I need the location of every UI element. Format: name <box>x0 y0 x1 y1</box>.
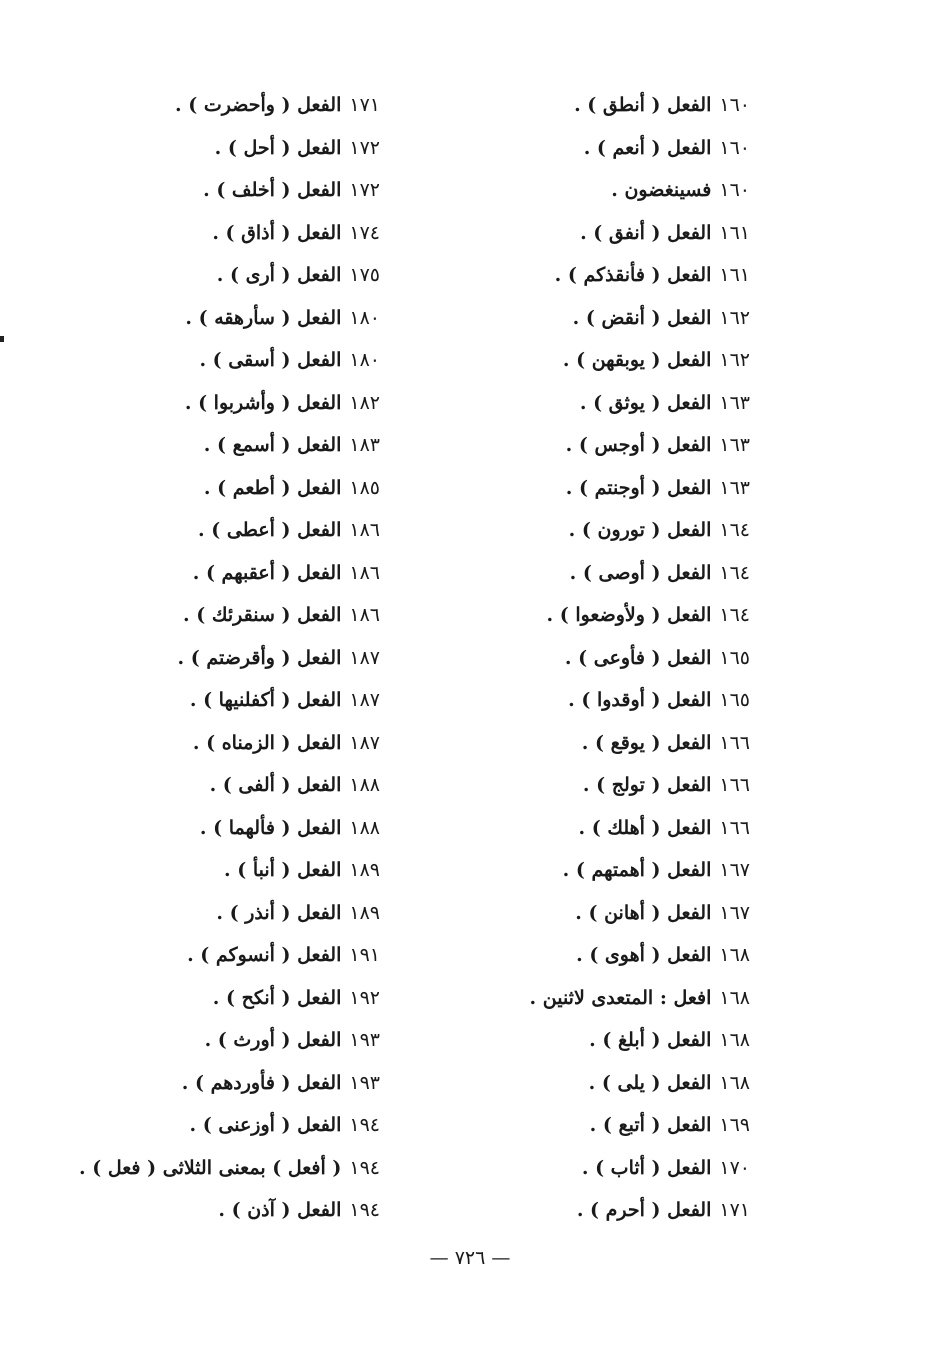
entry-text: الفعل ( سنقرئك ) . <box>183 604 342 626</box>
index-entry <box>490 297 750 340</box>
index-entry <box>40 849 380 892</box>
entry-text: الفعل ( فأنقذكم ) . <box>554 264 712 286</box>
index-entry <box>490 1062 750 1105</box>
entry-page-number: ١٦٨ <box>719 1029 750 1051</box>
entry-text: الفعل ( أحل ) . <box>214 136 342 159</box>
index-entry <box>490 849 750 892</box>
entry-page-number: ١٨٨ <box>349 774 380 796</box>
entry-text: الفعل ( أهمتهم ) . <box>562 859 712 881</box>
entry-page-number: ١٨٣ <box>349 434 380 456</box>
entry-page-number: ١٧٤ <box>349 221 380 244</box>
entry-page-number: ١٦٠ <box>719 179 750 201</box>
entry-text: الفعل ( يوبقهن ) . <box>562 349 712 371</box>
index-entry <box>40 1104 380 1147</box>
entry-page-number: ١٦١ <box>719 264 750 286</box>
index-entry <box>490 254 750 297</box>
index-entry <box>40 212 380 255</box>
index-entry <box>490 127 750 170</box>
entry-page-number: ١٨٢ <box>349 391 380 414</box>
entry-text: الفعل ( أنعم ) . <box>583 136 712 159</box>
entry-page-number: ١٦٨ <box>719 1071 750 1094</box>
entry-page-number: ١٦٨ <box>719 986 750 1009</box>
entry-page-number: ١٨٠ <box>349 349 380 371</box>
entry-page-number: ١٩٤ <box>349 1199 380 1221</box>
entry-page-number: ١٧١ <box>719 1199 750 1221</box>
entry-page-number: ١٦٦ <box>719 731 750 754</box>
index-entry <box>490 679 750 722</box>
entry-page-number: ١٦٤ <box>719 561 750 584</box>
entry-text: الفعل ( أبلغ ) . <box>589 1029 712 1051</box>
index-entry <box>490 509 750 552</box>
entry-page-number: ١٧٢ <box>349 179 380 201</box>
index-entry <box>40 127 380 170</box>
entry-text: الفعل ( وأحضرت ) . <box>175 94 342 116</box>
index-entry <box>490 1147 750 1190</box>
entry-text: الفعل ( فألهما ) . <box>199 816 342 839</box>
index-entry <box>40 594 380 637</box>
index-entry <box>490 552 750 595</box>
entry-text: الفعل ( أتبع ) . <box>589 1114 712 1136</box>
entry-text: الفعل ( أوجس ) . <box>565 434 712 456</box>
entry-page-number: ١٨٧ <box>349 689 380 711</box>
index-entry <box>40 637 380 680</box>
entry-text: الفعل ( أهوى ) . <box>576 944 712 966</box>
entry-page-number: ١٩١ <box>349 944 380 966</box>
entry-page-number: ١٦١ <box>719 221 750 244</box>
entry-page-number: ١٦٦ <box>719 774 750 796</box>
entry-text: فسينغضون . <box>611 179 712 201</box>
entry-text: الفعل ( أوصى ) . <box>569 561 712 584</box>
entry-page-number: ١٧١ <box>349 94 380 116</box>
entry-page-number: ١٦٩ <box>719 1114 750 1136</box>
index-entry <box>40 892 380 935</box>
entry-text: الفعل ( أنذر ) . <box>216 901 342 924</box>
index-entry <box>490 764 750 807</box>
index-entry <box>40 764 380 807</box>
index-entry <box>40 467 380 510</box>
entry-page-number: ١٨٨ <box>349 816 380 839</box>
entry-page-number: ١٩٤ <box>349 1114 380 1136</box>
entry-page-number: ١٦٦ <box>719 816 750 839</box>
index-entry <box>40 339 380 382</box>
index-entry <box>40 84 380 127</box>
entry-page-number: ١٦٣ <box>719 476 750 499</box>
entry-page-number: ١٦٤ <box>719 519 750 541</box>
entry-text: الفعل ( أنفق ) . <box>580 221 712 244</box>
index-entry <box>490 169 750 212</box>
entry-page-number: ١٦٢ <box>719 306 750 329</box>
entry-text: الفعل ( أهانن ) . <box>575 901 712 924</box>
entry-page-number: ١٨٦ <box>349 604 380 626</box>
entry-text: الفعل ( فأوردهم ) . <box>181 1071 342 1094</box>
entry-text: الفعل ( أطعم ) . <box>203 476 342 499</box>
entry-text: الفعل ( أهلك ) . <box>578 816 712 839</box>
index-entry <box>490 84 750 127</box>
entry-text: الفعل ( أنبأ ) . <box>223 859 342 881</box>
entry-page-number: ١٩٣ <box>349 1029 380 1051</box>
entry-text: الفعل ( أوزعنى ) . <box>189 1114 342 1136</box>
entry-text: الفعل ( أورث ) . <box>204 1029 342 1051</box>
entry-text: الفعل ( أوقدوا ) . <box>568 689 712 711</box>
index-entry <box>40 934 380 977</box>
entry-text: الفعل ( أوجنتم ) . <box>565 476 712 499</box>
scan-speck <box>0 336 4 342</box>
index-entry <box>490 807 750 850</box>
index-entry <box>40 297 380 340</box>
index-entry <box>490 212 750 255</box>
entry-page-number: ١٧٠ <box>719 1156 750 1179</box>
index-entry <box>40 254 380 297</box>
entry-page-number: ١٩٢ <box>349 986 380 1009</box>
entry-text: الفعل ( ألفى ) . <box>209 774 342 796</box>
entry-page-number: ١٦٧ <box>719 859 750 881</box>
index-entry <box>490 722 750 765</box>
entry-text: الفعل ( وأقرضتم ) . <box>177 646 342 669</box>
entry-page-number: ١٨٩ <box>349 901 380 924</box>
entry-page-number: ١٨٥ <box>349 476 380 499</box>
index-entry <box>40 382 380 425</box>
entry-text: الفعل ( أنكح ) . <box>212 986 342 1009</box>
index-entry <box>490 977 750 1020</box>
entry-page-number: ١٨٠ <box>349 306 380 329</box>
left-column <box>40 84 380 1232</box>
entry-text: الفعل ( أحرم ) . <box>576 1199 712 1221</box>
index-entry <box>40 977 380 1020</box>
index-entry <box>490 1104 750 1147</box>
right-column <box>490 84 750 1232</box>
index-entry <box>490 594 750 637</box>
entry-text: الفعل ( تورون ) . <box>568 519 712 541</box>
entry-text: الفعل ( أعقبهم ) . <box>192 561 342 584</box>
index-entry <box>490 424 750 467</box>
index-entry <box>40 1147 380 1190</box>
entry-page-number: ١٩٤ <box>349 1156 380 1179</box>
entry-page-number: ١٨٧ <box>349 646 380 669</box>
index-entry <box>490 467 750 510</box>
entry-page-number: ١٦٥ <box>719 646 750 669</box>
index-entry <box>40 552 380 595</box>
entry-text: افعل : المتعدى لاثنين . <box>529 986 712 1009</box>
entry-page-number: ١٦٤ <box>719 604 750 626</box>
index-entry <box>490 637 750 680</box>
entry-page-number: ١٨٦ <box>349 519 380 541</box>
index-entry <box>40 169 380 212</box>
entry-text: الفعل ( تولج ) . <box>582 774 712 796</box>
entry-page-number: ١٧٥ <box>349 264 380 286</box>
entry-page-number: ١٦٠ <box>719 136 750 159</box>
entry-text: ( أفعل ) بمعنى الثلاثى ( فعل ) . <box>79 1156 342 1179</box>
entry-text: الفعل ( وأشربوا ) . <box>184 391 342 414</box>
index-entry <box>490 339 750 382</box>
index-entry <box>490 1019 750 1062</box>
entry-page-number: ١٩٣ <box>349 1071 380 1094</box>
entry-page-number: ١٧٢ <box>349 136 380 159</box>
index-entry <box>40 807 380 850</box>
entry-text: الفعل ( ولأوضعوا ) . <box>546 604 712 626</box>
page-number: — ٧٢٦ — <box>429 1247 511 1269</box>
index-entry <box>40 424 380 467</box>
entry-page-number: ١٨٩ <box>349 859 380 881</box>
entry-page-number: ١٦٥ <box>719 689 750 711</box>
entry-page-number: ١٦٣ <box>719 434 750 456</box>
entry-text: الفعل ( أسقى ) . <box>199 349 342 371</box>
entry-text: الفعل ( فأوعى ) . <box>564 646 712 669</box>
entry-text: الفعل ( أكفلنيها ) . <box>189 689 342 711</box>
entry-text: الفعل ( أسمع ) . <box>203 434 342 456</box>
entry-page-number: ١٦٧ <box>719 901 750 924</box>
entry-text: الفعل ( أنقض ) . <box>572 306 712 329</box>
entry-text: الفعل ( يوثق ) . <box>579 391 712 414</box>
entry-text: الفعل ( أرى ) . <box>216 264 342 286</box>
entry-page-number: ١٦٨ <box>719 944 750 966</box>
index-entry <box>40 722 380 765</box>
entry-text: الفعل ( آذن ) . <box>218 1199 342 1221</box>
entry-text: الفعل ( يلى ) . <box>588 1071 712 1094</box>
entry-text: الفعل ( الزمناه ) . <box>192 731 342 754</box>
index-entry <box>40 1189 380 1232</box>
index-entry <box>40 679 380 722</box>
entry-page-number: ١٨٧ <box>349 731 380 754</box>
index-entry <box>490 892 750 935</box>
entry-page-number: ١٦٣ <box>719 391 750 414</box>
entry-page-number: ١٨٦ <box>349 561 380 584</box>
entry-page-number: ١٦٠ <box>719 94 750 116</box>
entry-text: الفعل ( أنطق ) . <box>574 94 712 116</box>
entry-text: الفعل ( أنسوكم ) . <box>187 944 342 966</box>
entry-text: الفعل ( أخلف ) . <box>203 179 342 201</box>
entry-text: الفعل ( أذاق ) . <box>212 221 342 244</box>
index-entry <box>40 509 380 552</box>
index-entry <box>40 1019 380 1062</box>
entry-text: الفعل ( سأرهقه ) . <box>185 306 342 329</box>
entry-text: الفعل ( أعطى ) . <box>198 519 342 541</box>
entry-text: الفعل ( يوقع ) . <box>581 731 712 754</box>
index-entry <box>490 1189 750 1232</box>
index-entry <box>490 934 750 977</box>
entry-page-number: ١٦٢ <box>719 349 750 371</box>
entry-text: الفعل ( أثاب ) . <box>581 1156 712 1179</box>
index-entry <box>40 1062 380 1105</box>
index-entry <box>490 382 750 425</box>
